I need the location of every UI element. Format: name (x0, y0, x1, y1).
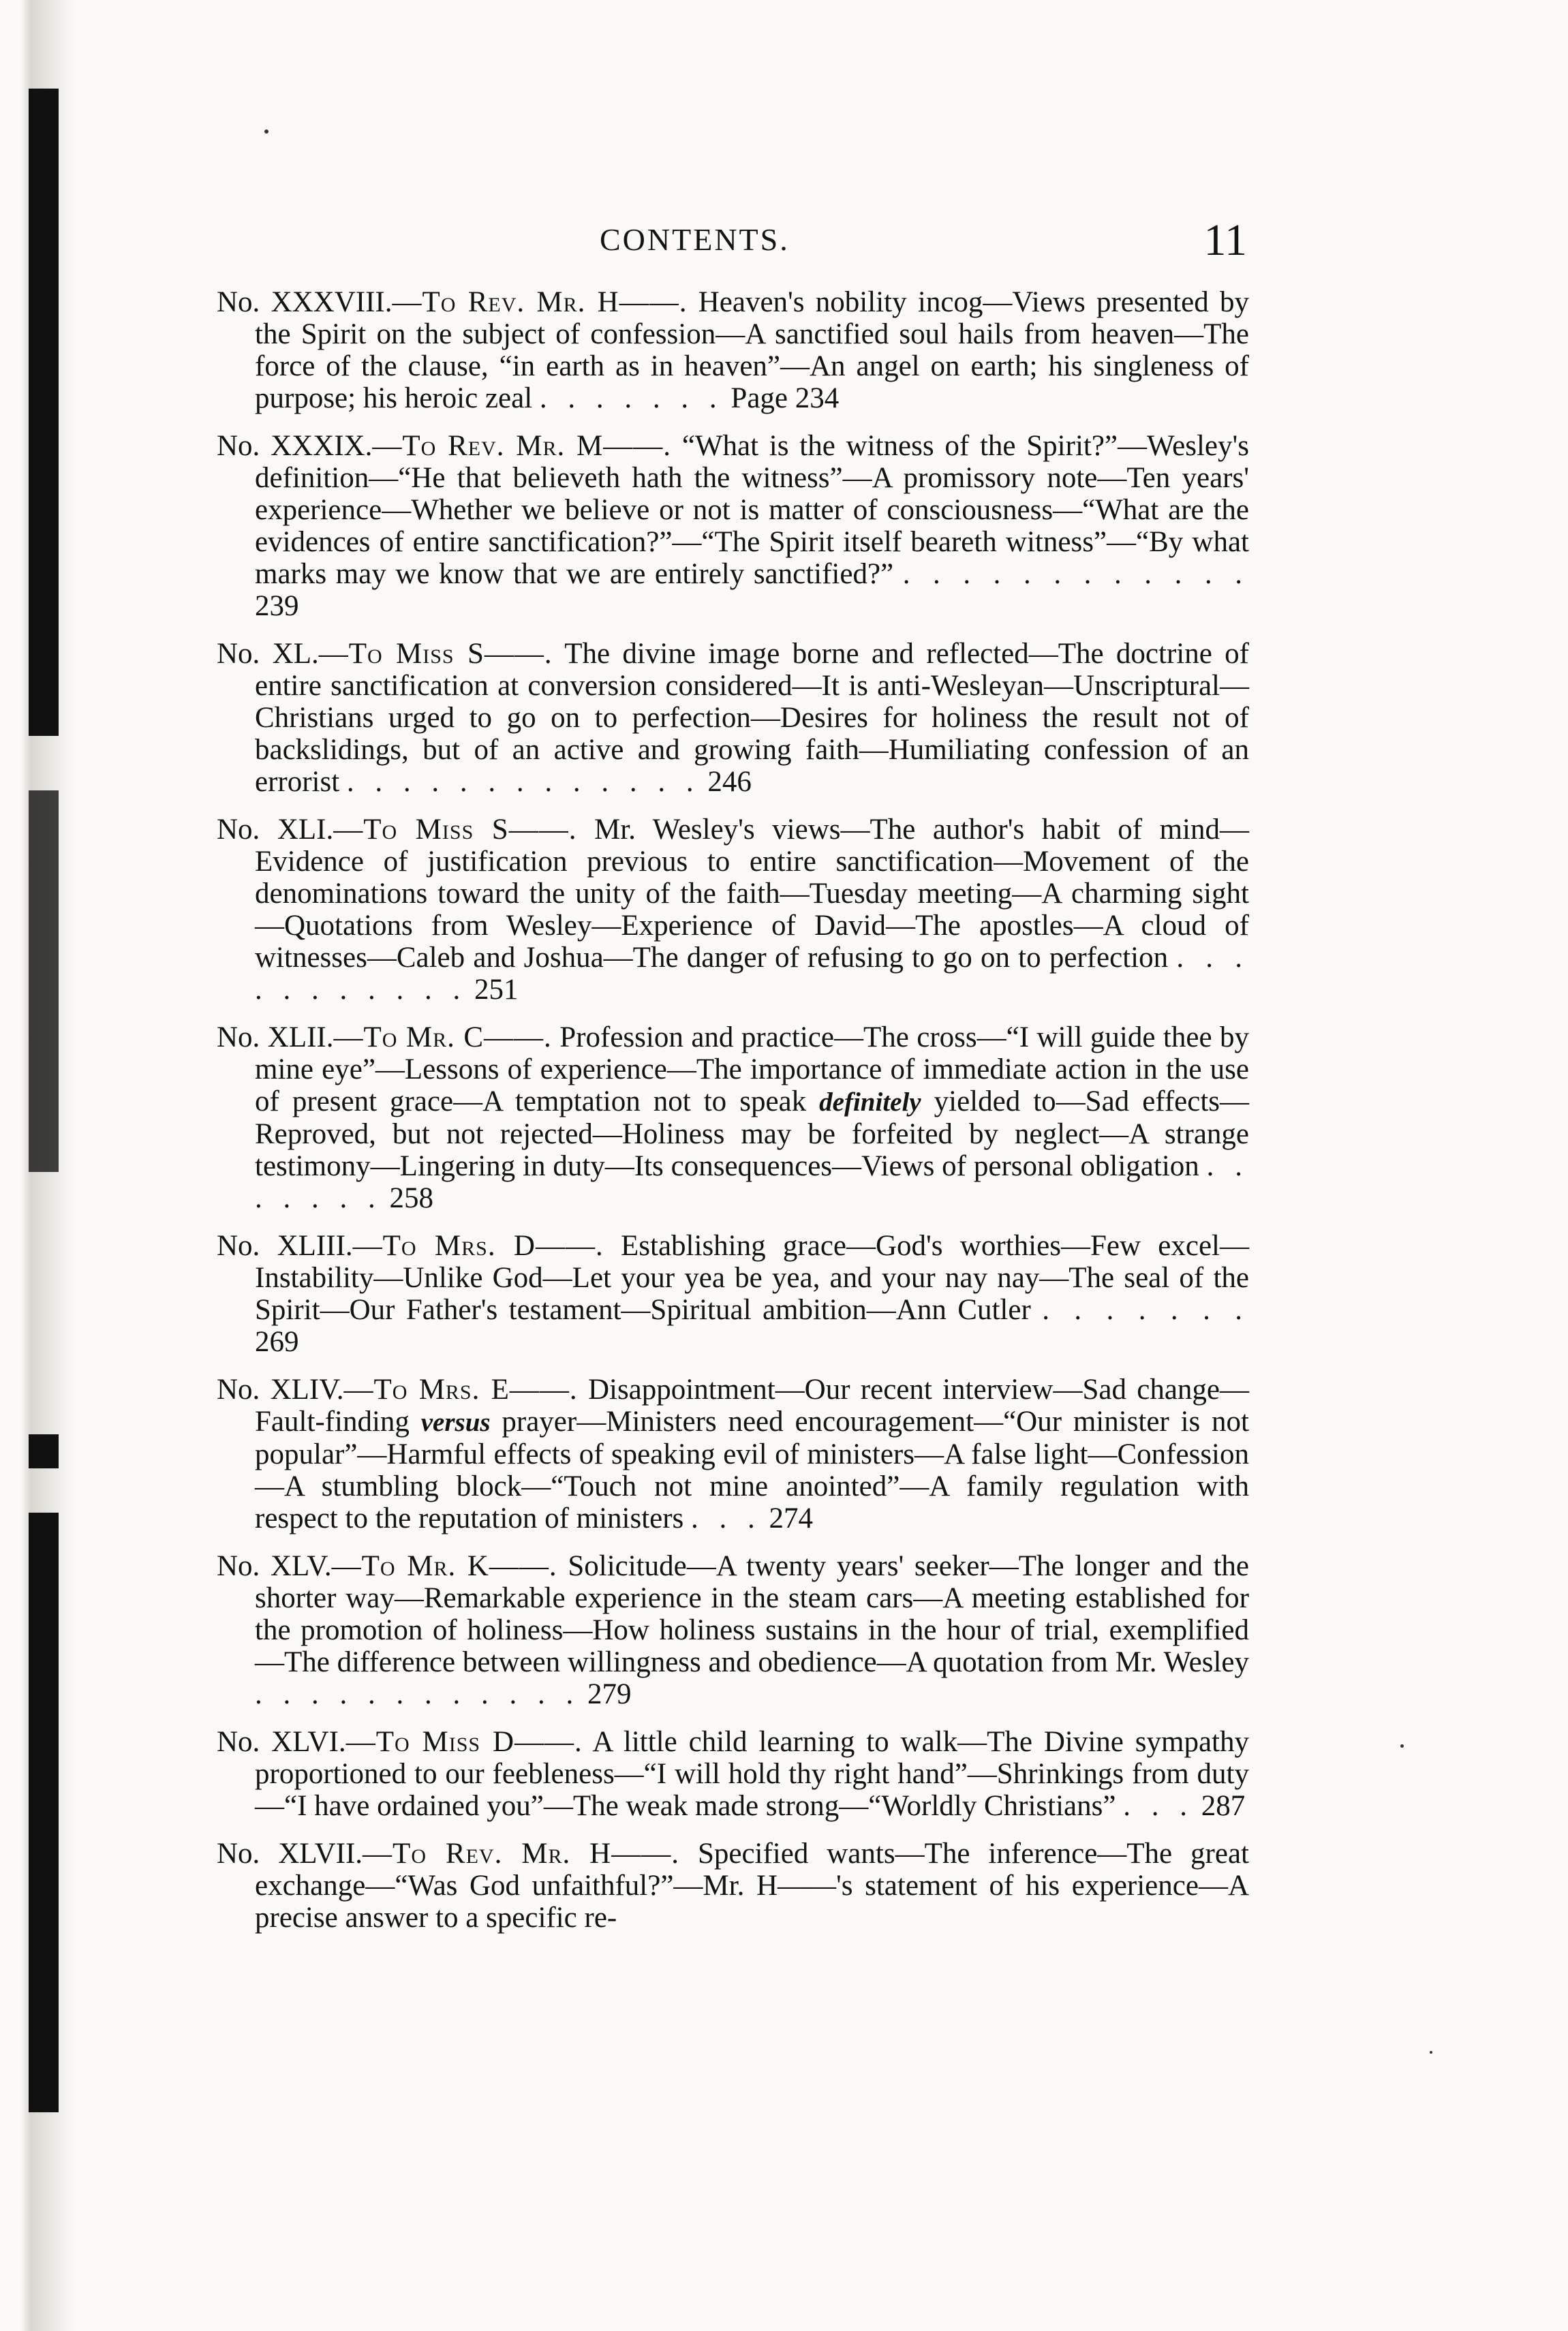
entry-summary-start: Profession and practice—The cross—“I will guide thee by mine eye”—Lessons of experience—The importance of immediate action in the use of present grace—A temptation not to speak (255, 1021, 1250, 1117)
entry-number: No. XLV. (217, 1550, 332, 1582)
entry-leader-dots: . . . . . . . . . . . . . (346, 766, 701, 798)
binding-shadow (29, 790, 59, 1172)
entry-summary: Solicitude—A twenty years' seeker—The longer and the shorter way—Remarkable experience in the steam cars—A meeting established for the promotion of holiness—How holiness sustains in the hour of trial, exemplified—The difference between willingness and obedience—A quotation from Mr. Wesley (255, 1550, 1250, 1678)
contents-entry (217, 1230, 1249, 1358)
entry-recipient: —To Miss S——. (318, 638, 553, 670)
entry-number: No. XLVII. (217, 1838, 363, 1870)
binding-shadow (29, 89, 59, 736)
entry-page: 287 (1201, 1790, 1246, 1822)
contents-list (217, 286, 1249, 1949)
entry-page: 274 (769, 1502, 814, 1534)
entry-page: 251 (474, 974, 519, 1006)
entry-page: 269 (255, 1326, 299, 1358)
entry-recipient: —To Mr. K——. (331, 1550, 557, 1582)
entry-italic-word: definitely (819, 1087, 921, 1117)
entry-page: 279 (587, 1678, 632, 1710)
book-binding-edge (0, 0, 75, 2331)
entry-page: Page 234 (731, 382, 840, 414)
entry-recipient: —To Rev. Mr. H——. (363, 1838, 679, 1870)
print-speck (264, 129, 268, 134)
binding-shadow (29, 1434, 59, 1468)
entry-leader-dots: . . . . . . . (539, 382, 724, 414)
entry-number: No. XLIII. (217, 1230, 353, 1262)
entry-page: 258 (389, 1182, 433, 1214)
contents-entry (217, 1021, 1249, 1214)
entry-number: No. XLVI. (217, 1726, 346, 1758)
entry-recipient: —To Mrs. E——. (343, 1374, 578, 1406)
contents-entry (217, 638, 1249, 798)
entry-page: 239 (255, 590, 299, 622)
page-header (225, 215, 1247, 269)
entry-recipient: —To Miss S——. (333, 814, 577, 846)
entry-leader-dots: . . . . . . . . . . . (255, 942, 1249, 1006)
entry-number: No. XXXIX. (217, 430, 373, 462)
entry-leader-dots: . . . . . . . . . . . . (255, 1678, 581, 1710)
entry-summary: “What is the witness of the Spirit?”—Wesley's definition—“He that believeth hath the witness”—A promissory note—Ten years' experience—Whether we believe or not is matter of consciousness—“What are the evidences of entire sanctification?”—“The Spirit itself beareth witness”—“By what marks may we know that we are entirely sanctified?” (255, 430, 1249, 590)
entry-summary: Establishing grace—God's worthies—Few excel—Instability—Unlike God—Let your yea be yea, and your nay nay—The seal of the Spirit—Our Father's testament—Spiritual ambition—Ann Cutler (255, 1230, 1250, 1326)
entry-leader-dots: . . . (1123, 1790, 1194, 1822)
contents-entry (217, 1374, 1249, 1534)
entry-summary: Heaven's nobility incog—Views presented by the Spirit on the subject of confession—A sanctified soul hails from heaven—The force of the clause, “in earth as in heaven”—An angel on earth; his singleness of purpose; his heroic zeal (255, 286, 1249, 414)
entry-summary: A little child learning to walk—The Divine sympathy proportioned to our feebleness—“I will hold thy right hand”—Shrinkings from duty—“I have ordained you”—The weak made strong—“Worldly Christians” (255, 1726, 1249, 1822)
entry-leader-dots: . . . (691, 1502, 762, 1534)
entry-summary: Specified wants—The inference—The great exchange—“Was God unfaithful?”—Mr. H——'s statement of his experience—A precise answer to a specific re- (255, 1838, 1249, 1934)
binding-shadow (29, 1513, 59, 2112)
entry-number: No. XLIV. (217, 1374, 344, 1406)
entry-recipient: —To Miss D——. (345, 1726, 583, 1758)
entry-summary: prayer—Ministers need encouragement—“Our minister is not popular”—Harmful effects of speaking evil of ministers—A false light—Confession—A stumbling block—“Touch not mine anointed”—A family regulation with respect to the reputation of ministers (255, 1406, 1250, 1534)
entry-number: No. XLI. (217, 814, 334, 846)
entry-leader-dots: . . . . . . . (1042, 1294, 1250, 1326)
entry-summary-start: Disappointment—Our recent interview—Sad change—Fault-finding (255, 1374, 1250, 1438)
entry-recipient: —To Rev. Mr. H——. (392, 286, 688, 318)
entry-page: 246 (707, 766, 752, 798)
page-number: 11 (1203, 215, 1247, 265)
contents-entry (217, 814, 1249, 1006)
contents-entry (217, 430, 1249, 622)
contents-entry (217, 286, 1249, 414)
entry-recipient: —To Mrs. D——. (352, 1230, 604, 1262)
entry-recipient: —To Mr. C——. (333, 1021, 552, 1053)
entry-italic-word: versus (420, 1408, 491, 1437)
contents-entry (217, 1726, 1249, 1822)
entry-leader-dots: . . . . . . . . . . . . (902, 558, 1250, 590)
print-speck (1430, 2051, 1432, 2054)
contents-entry (217, 1550, 1249, 1710)
contents-entry (217, 1838, 1249, 1934)
print-speck (1400, 1744, 1404, 1748)
entry-summary: yielded to—Sad effects—Reproved, but not rejected—Holiness may be forfeited by neglect—A strange testimony—Lingering in duty—Its consequences—Views of personal obligation (255, 1085, 1250, 1182)
entry-summary: Mr. Wesley's views—The author's habit of mind—Evidence of justification previous to entire sanctification—Movement of the denominations toward the unity of the faith—Tuesday meeting—A charming sight—Quotations from Wesley—Experience of David—The apostles—A cloud of witnesses—Caleb and Joshua—The danger of refusing to go on to perfection (255, 814, 1249, 974)
entry-summary: The divine image borne and reflected—The doctrine of entire sanctification at conversion considered—It is anti-Wesleyan—Unscriptural—Christians urged to go on to perfection—Desires for holiness the result not of backslidings, but of an active and growing faith—Humiliating confession of an errorist (255, 638, 1249, 798)
entry-recipient: —To Rev. Mr. M——. (372, 430, 672, 462)
entry-number: No. XL. (217, 638, 319, 670)
page-title: CONTENTS. (600, 222, 790, 257)
entry-number: No. XLII. (217, 1021, 334, 1053)
entry-number: No. XXXVIII. (217, 286, 393, 318)
entry-leader-dots: . . . . . . . (255, 1150, 1249, 1214)
